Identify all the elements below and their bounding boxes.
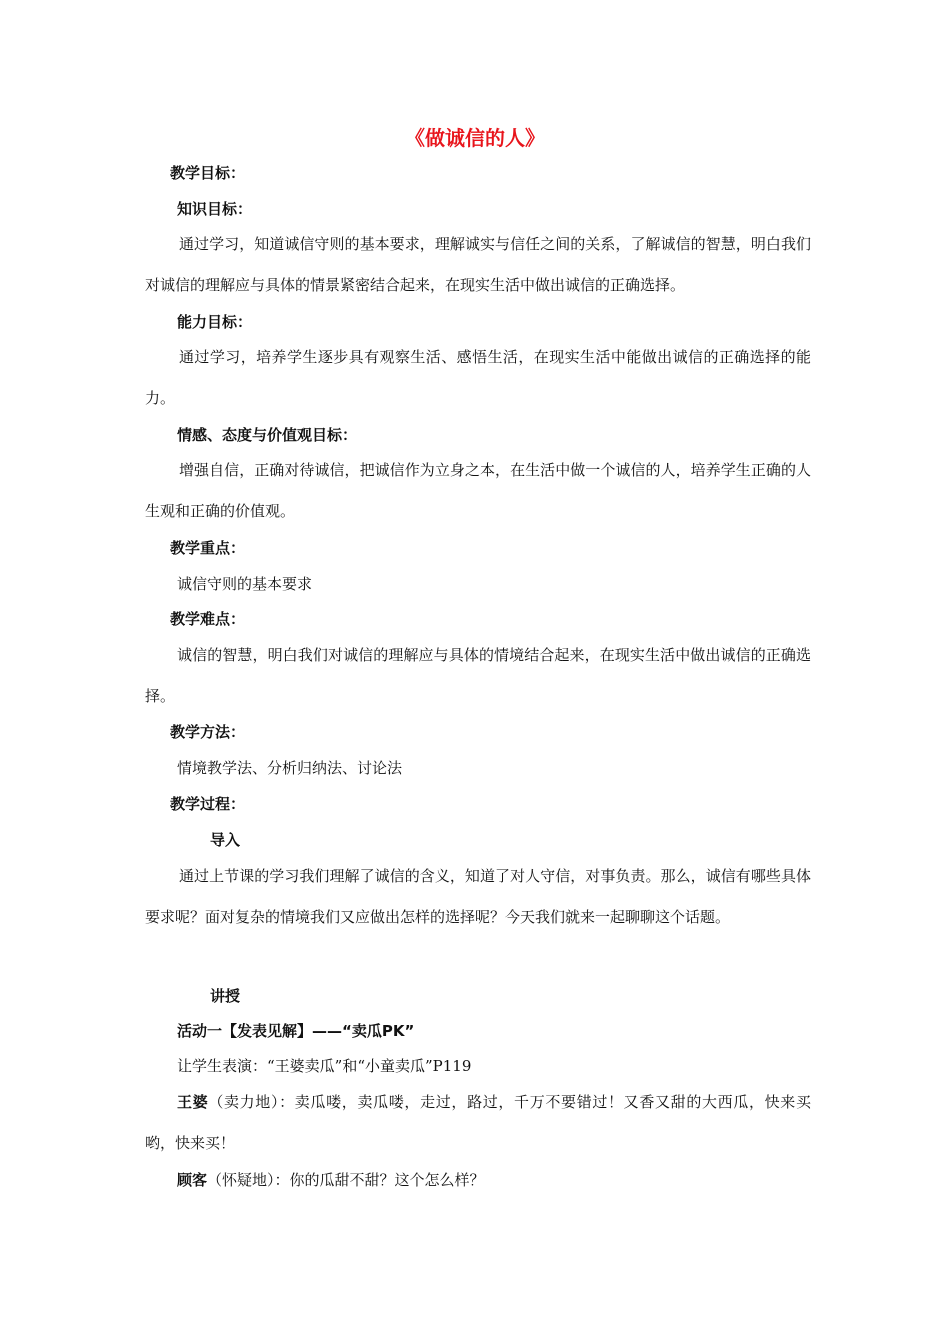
dialogue-cue: （怀疑地）： [207,1171,290,1189]
attitude-objective-text: 增强自信，正确对待诚信，把诚信作为立身之本，在生活中做一个诚信的人，培养学生正确的人生观和正确的价值观。 [145,461,811,520]
dialogue-cue: （卖力地）： [208,1093,295,1111]
dialogue-line [145,1082,811,1164]
activity-title: 活动一【发表见解】——“卖瓜PK” [177,1022,415,1040]
key-point-heading: 教学重点： [170,539,246,557]
ability-objective-text: 通过学习，培养学生逐步具有观察生活、感悟生活，在现实生活中能做出诚信的正确选择的能力。 [145,348,811,407]
teaching-objectives-heading: 教学目标： [170,164,246,182]
method-heading: 教学方法： [170,723,246,741]
method-text: 情境教学法、分析归纳法、讨论法 [177,759,403,777]
dialogue-speaker: 顾客 [177,1171,208,1189]
attitude-objective-heading: 情感、态度与价值观目标： [177,426,358,444]
dialogue-text: 卖瓜喽，卖瓜喽，走过，路过，千万不要错过！又香又甜的大西瓜，快来买哟，快来买！ [145,1093,811,1152]
dialogue-line [145,1160,811,1201]
intro-heading: 导入 [210,831,241,849]
dialogue-text: 你的瓜甜不甜？这个怎么样？ [289,1171,485,1189]
intro-text: 通过上节课的学习我们理解了诚信的含义，知道了对人守信，对事负责。那么，诚信有哪些具体要求呢？面对复杂的情境我们又应做出怎样的选择呢？今天我们就来一起聊聊这个话题。 [145,867,811,926]
ability-objective-heading: 能力目标： [177,313,253,331]
difficulty-heading: 教学难点： [170,610,246,628]
difficulty-text: 诚信的智慧，明白我们对诚信的理解应与具体的情境结合起来，在现实生活中做出诚信的正确选择。 [145,646,811,705]
lecture-heading: 讲授 [210,987,241,1005]
knowledge-objective-heading: 知识目标： [177,200,253,218]
performance-instruction: 让学生表演：“王婆卖瓜”和“小童卖瓜”P119 [177,1057,472,1075]
key-point-text: 诚信守则的基本要求 [177,575,313,593]
knowledge-objective-text: 通过学习，知道诚信守则的基本要求，理解诚实与信任之间的关系，了解诚信的智慧，明白我们对诚信的理解应与具体的情景紧密结合起来，在现实生活中做出诚信的正确选择。 [145,235,811,294]
document-title: 《做诚信的人》 [405,126,545,150]
dialogue-speaker: 王婆 [177,1093,209,1111]
process-heading: 教学过程： [170,795,246,813]
